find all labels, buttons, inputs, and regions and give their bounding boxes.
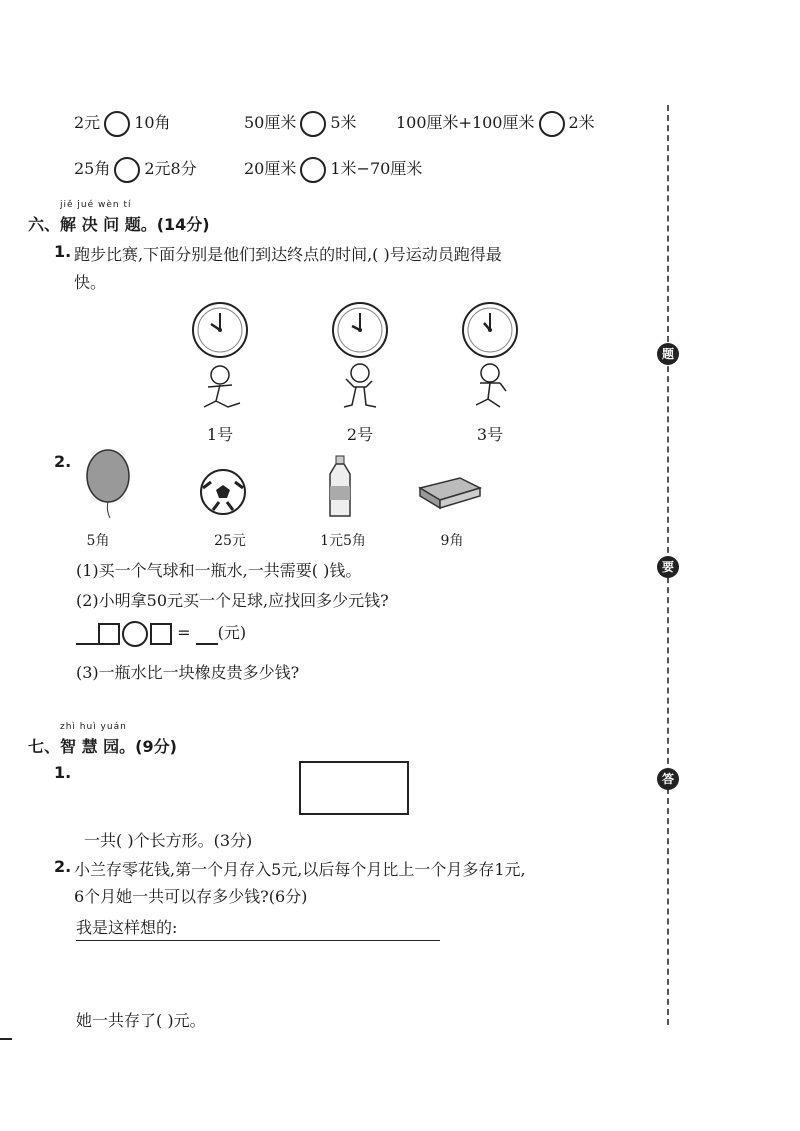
- s7-q2-number: 2.: [54, 857, 72, 876]
- s7-q2-prompt: 我是这样想的:: [76, 918, 178, 937]
- compare-circle[interactable]: [300, 157, 326, 183]
- runner-label: 1号: [206, 425, 234, 444]
- equation-blank[interactable]: [76, 623, 98, 645]
- runner-1-icon: [204, 366, 240, 407]
- answer-line[interactable]: [76, 940, 440, 941]
- equation-operator-circle[interactable]: [122, 621, 148, 647]
- compare-left: 20厘米: [244, 159, 297, 178]
- section7-pinyin: zhì huì yuán: [60, 722, 127, 732]
- compare-item: [396, 110, 595, 137]
- runners-figure: [190, 300, 530, 420]
- compare-row-1: [74, 110, 171, 137]
- q2-sub2: (2)小明拿50元买一个足球,应找回多少元钱?: [76, 591, 389, 610]
- price-label: 9角: [440, 533, 464, 549]
- runner-2-icon: [344, 364, 376, 407]
- clock-icon: [193, 303, 247, 357]
- q1-text-line2: 快。: [74, 273, 107, 292]
- water-bottle-icon: [330, 456, 350, 516]
- equation-box[interactable]: [150, 623, 172, 645]
- q2-sub3: (3)一瓶水比一块橡皮贵多少钱?: [76, 663, 300, 682]
- compare-right: 10角: [134, 113, 171, 132]
- runner-3-icon: [476, 364, 506, 407]
- compare-right: 2元8分: [144, 159, 197, 178]
- items-figure: [80, 448, 500, 524]
- section6-title: 六、解 决 问 题。(14分): [28, 215, 210, 234]
- equation-blank[interactable]: [196, 623, 218, 645]
- compare-right: 2米: [568, 113, 595, 132]
- price-label: 5角: [86, 533, 110, 549]
- margin-seal: 答: [657, 768, 679, 790]
- s7-q1-number: 1.: [54, 763, 72, 782]
- price-label: 1元5角: [320, 533, 366, 549]
- s7-q1-text: 一共( )个长方形。(3分): [84, 831, 253, 850]
- compare-right: 5米: [330, 113, 357, 132]
- eraser-icon: [420, 478, 480, 508]
- equals-sign: =: [177, 623, 191, 642]
- compare-left: 2元: [74, 113, 101, 132]
- price-label: 25元: [214, 533, 246, 549]
- q1-number: 1.: [54, 242, 72, 261]
- compare-right: 1米−70厘米: [330, 159, 423, 178]
- compare-left: 50厘米: [244, 113, 297, 132]
- margin-seal: 题: [657, 343, 679, 365]
- margin-seal: 要: [657, 556, 679, 578]
- runner-label: 2号: [346, 425, 374, 444]
- compare-item: [244, 110, 357, 137]
- clock-icon: [463, 303, 517, 357]
- s7-q2-line2: 6个月她一共可以存多少钱?(6分): [74, 887, 308, 906]
- compare-item: [244, 156, 422, 183]
- compare-row-2: [74, 156, 197, 183]
- q2-sub1: (1)买一个气球和一瓶水,一共需要( )钱。: [76, 561, 362, 580]
- compare-circle[interactable]: [114, 157, 140, 183]
- soccer-ball-icon: [201, 470, 245, 514]
- compare-left: 100厘米+100厘米: [396, 113, 535, 132]
- compare-circle[interactable]: [300, 111, 326, 137]
- equation-box[interactable]: [98, 623, 120, 645]
- section6-pinyin: jiě jué wèn tí: [60, 200, 132, 210]
- q2-number: 2.: [54, 452, 72, 471]
- equation-unit: (元): [217, 623, 247, 642]
- scan-mark: [0, 1038, 12, 1040]
- rectangle-figure: [299, 761, 409, 815]
- compare-circle[interactable]: [539, 111, 565, 137]
- s7-q2-line1: 小兰存零花钱,第一个月存入5元,以后每个月比上一个月多存1元,: [74, 860, 526, 879]
- runner-label: 3号: [476, 425, 504, 444]
- s7-q2-answer: 她一共存了( )元。: [76, 1011, 206, 1030]
- compare-left: 25角: [74, 159, 111, 178]
- balloon-icon: [87, 450, 129, 518]
- compare-circle[interactable]: [104, 111, 130, 137]
- clock-icon: [333, 303, 387, 357]
- section7-title: 七、智 慧 园。(9分): [28, 737, 177, 756]
- q1-text-line1: 跑步比赛,下面分别是他们到达终点的时间,( )号运动员跑得最: [74, 245, 502, 264]
- equation-row: [76, 620, 246, 647]
